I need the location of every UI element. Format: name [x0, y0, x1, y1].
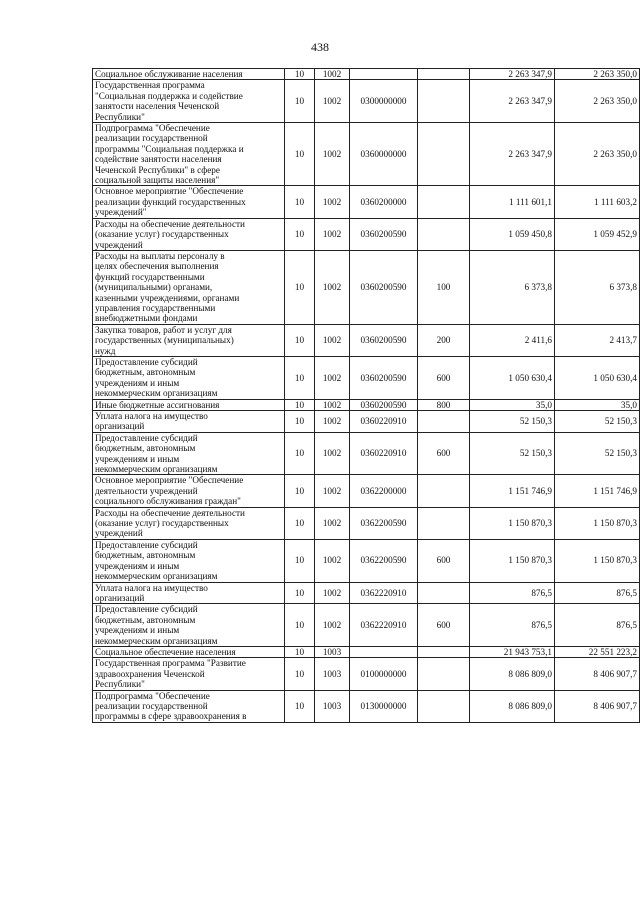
row-expense-type-cell	[418, 218, 470, 250]
row-subsection-cell: 1002	[315, 507, 350, 539]
table-row	[93, 432, 640, 475]
table-row	[93, 658, 640, 690]
row-expense-type-cell	[418, 646, 470, 657]
row-amount-year1-cell: 1 111 601,1	[470, 186, 555, 218]
row-section-cell: 10	[285, 658, 315, 690]
row-expense-type-cell	[418, 690, 470, 722]
row-amount-year2-cell: 22 551 223,2	[555, 646, 640, 657]
row-expense-type-cell: 600	[418, 432, 470, 475]
row-name-cell: Уплата налога на имущество организаций	[93, 582, 285, 604]
row-target-article-cell: 0362220910	[350, 582, 418, 604]
row-expense-type-cell	[418, 582, 470, 604]
row-subsection-cell: 1003	[315, 646, 350, 657]
row-subsection-cell: 1002	[315, 475, 350, 507]
row-name-cell: Государственная программа "Развитие здравоохранения Чеченской Республики"	[93, 658, 285, 690]
row-expense-type-cell: 600	[418, 356, 470, 399]
row-subsection-cell: 1002	[315, 250, 350, 324]
row-amount-year1-cell: 1 050 630,4	[470, 356, 555, 399]
table-row	[93, 186, 640, 218]
row-amount-year1-cell: 52 150,3	[470, 432, 555, 475]
row-amount-year1-cell: 52 150,3	[470, 411, 555, 433]
row-expense-type-cell: 100	[418, 250, 470, 324]
row-target-article-cell	[350, 646, 418, 657]
row-amount-year1-cell: 8 086 809,0	[470, 658, 555, 690]
row-amount-year2-cell: 52 150,3	[555, 432, 640, 475]
table-body	[93, 69, 640, 723]
row-section-cell: 10	[285, 69, 315, 80]
row-target-article-cell: 0100000000	[350, 658, 418, 690]
row-name-cell: Предоставление субсидий бюджетным, автономным учреждениям и иным некоммерческим организациям	[93, 604, 285, 647]
row-subsection-cell: 1002	[315, 324, 350, 356]
table-row	[93, 356, 640, 399]
row-expense-type-cell	[418, 80, 470, 123]
row-amount-year1-cell: 1 059 450,8	[470, 218, 555, 250]
table-row	[93, 582, 640, 604]
table-row	[93, 690, 640, 722]
row-name-cell: Расходы на обеспечение деятельности (оказание услуг) государственных учреждений	[93, 507, 285, 539]
row-section-cell: 10	[285, 356, 315, 399]
row-target-article-cell: 0360200590	[350, 356, 418, 399]
table-row	[93, 250, 640, 324]
row-target-article-cell: 0360220910	[350, 411, 418, 433]
row-section-cell: 10	[285, 123, 315, 186]
row-amount-year2-cell: 1 150 870,3	[555, 507, 640, 539]
table-row	[93, 475, 640, 507]
row-name-cell: Основное мероприятие "Обеспечение реализации функций государственных учреждений"	[93, 186, 285, 218]
row-expense-type-cell	[418, 411, 470, 433]
row-expense-type-cell	[418, 123, 470, 186]
row-amount-year2-cell: 35,0	[555, 399, 640, 410]
row-amount-year1-cell: 6 373,8	[470, 250, 555, 324]
row-amount-year1-cell: 2 263 347,9	[470, 123, 555, 186]
row-name-cell: Основное мероприятие "Обеспечение деятельности учреждений социального обслуживания граждан"	[93, 475, 285, 507]
row-expense-type-cell	[418, 507, 470, 539]
row-target-article-cell: 0360220910	[350, 432, 418, 475]
table-row	[93, 604, 640, 647]
row-section-cell: 10	[285, 250, 315, 324]
table-row	[93, 123, 640, 186]
row-subsection-cell: 1002	[315, 69, 350, 80]
row-expense-type-cell	[418, 658, 470, 690]
row-target-article-cell: 0360000000	[350, 123, 418, 186]
row-amount-year2-cell: 2 263 350,0	[555, 80, 640, 123]
row-amount-year1-cell: 2 411,6	[470, 324, 555, 356]
row-subsection-cell: 1002	[315, 80, 350, 123]
row-amount-year1-cell: 2 263 347,9	[470, 80, 555, 123]
row-target-article-cell: 0360200000	[350, 186, 418, 218]
row-section-cell: 10	[285, 324, 315, 356]
table-row	[93, 218, 640, 250]
page-number: 438	[311, 40, 329, 54]
row-amount-year2-cell: 8 406 907,7	[555, 658, 640, 690]
row-expense-type-cell: 600	[418, 539, 470, 582]
row-section-cell: 10	[285, 80, 315, 123]
row-name-cell: Предоставление субсидий бюджетным, автономным учреждениям и иным некоммерческим организациям	[93, 432, 285, 475]
row-section-cell: 10	[285, 186, 315, 218]
row-amount-year2-cell: 1 111 603,2	[555, 186, 640, 218]
row-amount-year1-cell: 8 086 809,0	[470, 690, 555, 722]
row-target-article-cell	[350, 69, 418, 80]
row-amount-year1-cell: 876,5	[470, 604, 555, 647]
table-row	[93, 646, 640, 657]
row-subsection-cell: 1002	[315, 399, 350, 410]
row-name-cell: Иные бюджетные ассигнования	[93, 399, 285, 410]
row-amount-year2-cell: 8 406 907,7	[555, 690, 640, 722]
row-section-cell: 10	[285, 690, 315, 722]
row-name-cell: Подпрограмма "Обеспечение реализации государственной программы "Социальная поддержка и содействие занятости населения Чеченской Республики" в сфере социальной защиты населения"	[93, 123, 285, 186]
row-target-article-cell: 0362200590	[350, 539, 418, 582]
row-subsection-cell: 1002	[315, 432, 350, 475]
row-amount-year2-cell: 876,5	[555, 582, 640, 604]
row-name-cell: Расходы на обеспечение деятельности (оказание услуг) государственных учреждений	[93, 218, 285, 250]
row-section-cell: 10	[285, 475, 315, 507]
row-name-cell: Подпрограмма "Обеспечение реализации государственной программы в сфере здравоохранения в	[93, 690, 285, 722]
row-amount-year1-cell: 21 943 753,1	[470, 646, 555, 657]
row-amount-year1-cell: 1 150 870,3	[470, 507, 555, 539]
row-section-cell: 10	[285, 399, 315, 410]
row-section-cell: 10	[285, 432, 315, 475]
row-target-article-cell: 0362200000	[350, 475, 418, 507]
row-target-article-cell: 0362220910	[350, 604, 418, 647]
row-subsection-cell: 1002	[315, 218, 350, 250]
row-name-cell: Государственная программа "Социальная поддержка и содействие занятости населения Чеченской Республики"	[93, 80, 285, 123]
row-subsection-cell: 1002	[315, 186, 350, 218]
row-amount-year2-cell: 52 150,3	[555, 411, 640, 433]
row-section-cell: 10	[285, 539, 315, 582]
row-target-article-cell: 0360200590	[350, 250, 418, 324]
row-name-cell: Предоставление субсидий бюджетным, автономным учреждениям и иным некоммерческим организациям	[93, 356, 285, 399]
row-section-cell: 10	[285, 507, 315, 539]
row-target-article-cell: 0360200590	[350, 218, 418, 250]
row-subsection-cell: 1002	[315, 356, 350, 399]
row-name-cell: Социальное обеспечение населения	[93, 646, 285, 657]
row-target-article-cell: 0360200590	[350, 399, 418, 410]
row-subsection-cell: 1002	[315, 604, 350, 647]
table-row	[93, 507, 640, 539]
row-amount-year1-cell: 2 263 347,9	[470, 69, 555, 80]
row-subsection-cell: 1002	[315, 539, 350, 582]
table-row	[93, 69, 640, 80]
row-amount-year2-cell: 6 373,8	[555, 250, 640, 324]
row-subsection-cell: 1002	[315, 411, 350, 433]
row-target-article-cell: 0130000000	[350, 690, 418, 722]
row-amount-year1-cell: 1 150 870,3	[470, 539, 555, 582]
row-name-cell: Социальное обслуживание населения	[93, 69, 285, 80]
row-subsection-cell: 1003	[315, 658, 350, 690]
row-section-cell: 10	[285, 582, 315, 604]
row-amount-year2-cell: 1 151 746,9	[555, 475, 640, 507]
row-expense-type-cell: 800	[418, 399, 470, 410]
row-amount-year1-cell: 1 151 746,9	[470, 475, 555, 507]
row-name-cell: Предоставление субсидий бюджетным, автономным учреждениям и иным некоммерческим организациям	[93, 539, 285, 582]
row-name-cell: Уплата налога на имущество организаций	[93, 411, 285, 433]
row-expense-type-cell: 200	[418, 324, 470, 356]
row-section-cell: 10	[285, 411, 315, 433]
table-row	[93, 399, 640, 410]
table-row	[93, 411, 640, 433]
row-amount-year2-cell: 1 050 630,4	[555, 356, 640, 399]
row-amount-year2-cell: 1 059 452,9	[555, 218, 640, 250]
table-row	[93, 539, 640, 582]
row-subsection-cell: 1002	[315, 123, 350, 186]
row-amount-year2-cell: 876,5	[555, 604, 640, 647]
row-amount-year1-cell: 876,5	[470, 582, 555, 604]
row-section-cell: 10	[285, 604, 315, 647]
row-target-article-cell: 0300000000	[350, 80, 418, 123]
row-expense-type-cell	[418, 186, 470, 218]
row-amount-year1-cell: 35,0	[470, 399, 555, 410]
table-row	[93, 80, 640, 123]
row-subsection-cell: 1003	[315, 690, 350, 722]
table-row	[93, 324, 640, 356]
row-target-article-cell: 0362200590	[350, 507, 418, 539]
row-name-cell: Закупка товаров, работ и услуг для государственных (муниципальных) нужд	[93, 324, 285, 356]
row-amount-year2-cell: 2 413,7	[555, 324, 640, 356]
row-expense-type-cell	[418, 69, 470, 80]
row-target-article-cell: 0360200590	[350, 324, 418, 356]
budget-table	[92, 68, 640, 723]
row-section-cell: 10	[285, 218, 315, 250]
row-subsection-cell: 1002	[315, 582, 350, 604]
row-expense-type-cell	[418, 475, 470, 507]
row-amount-year2-cell: 2 263 350,0	[555, 69, 640, 80]
row-section-cell: 10	[285, 646, 315, 657]
row-amount-year2-cell: 1 150 870,3	[555, 539, 640, 582]
row-amount-year2-cell: 2 263 350,0	[555, 123, 640, 186]
row-expense-type-cell: 600	[418, 604, 470, 647]
row-name-cell: Расходы на выплаты персоналу в целях обеспечения выполнения функций государственными (муниципальными) органами, казенными учреждениями, органами управления государственными внебюджетными фондами	[93, 250, 285, 324]
